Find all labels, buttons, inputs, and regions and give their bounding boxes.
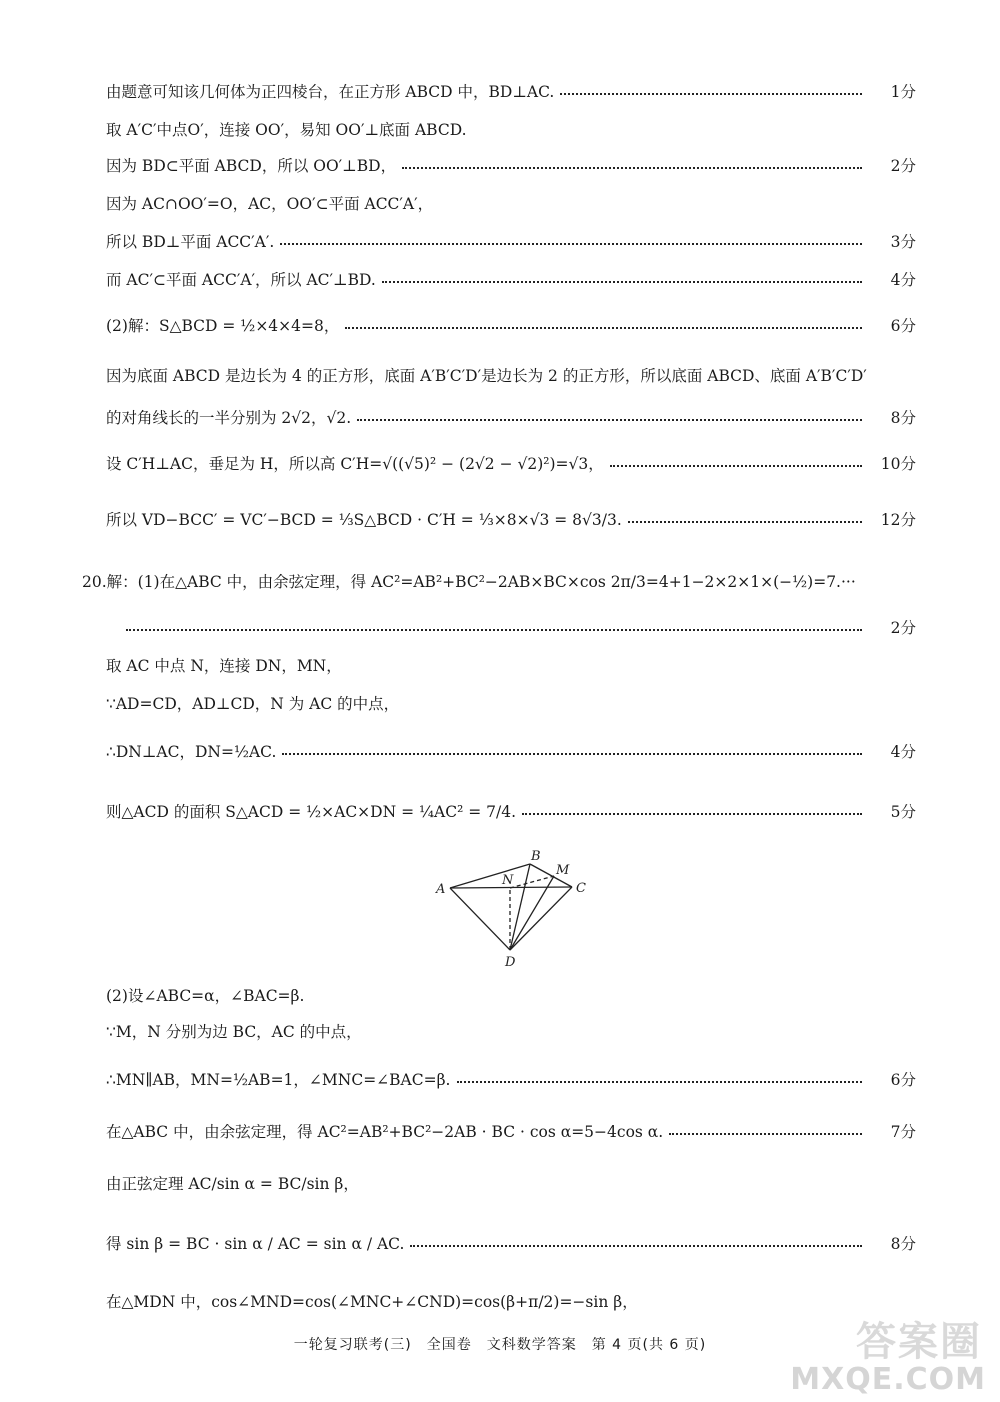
line-text: 在△MDN 中，cos∠MND=cos(∠MNC+∠CND)=cos(β+π/2)=−sin β， xyxy=(106,1293,638,1311)
solution-line-7 xyxy=(106,314,916,336)
label-M: M xyxy=(556,863,570,878)
line-text: ∵AD=CD，AD⊥CD，N 为 AC 的中点， xyxy=(106,695,400,713)
score-label: 8分 xyxy=(890,1235,916,1253)
score-label: 4分 xyxy=(890,271,916,289)
solution-line-24 xyxy=(106,1290,916,1312)
score-label: 2分 xyxy=(890,157,916,175)
line-text: ∴MN∥AB，MN=½AB=1，∠MNC=∠BAC=β. xyxy=(106,1071,451,1089)
label-N: N xyxy=(502,873,514,888)
dot-leader xyxy=(126,629,862,631)
score-label: 6分 xyxy=(890,317,916,335)
solution-line-17 xyxy=(106,800,916,822)
line-text: 设 C′H⊥AC，垂足为 H，所以高 C′H=√((√5)² − (2√2 − √2)²)=√3， xyxy=(106,455,604,473)
edge-AB xyxy=(450,864,530,888)
edge-AD xyxy=(450,888,510,950)
solution-line-4 xyxy=(106,192,916,214)
solution-line-18 xyxy=(106,984,916,1006)
line-text: 则△ACD 的面积 S△ACD = ½×AC×DN = ¼AC² = 7/4. xyxy=(106,803,517,821)
line-text: 20.解：(1)在△ABC 中，由余弦定理，得 AC²=AB²+BC²−2AB×BC×cos 2π/3=4+1−2×2×1×(−½)=7.··· xyxy=(82,573,856,591)
edge-CD xyxy=(510,887,572,950)
solution-line-16 xyxy=(106,740,916,762)
dot-leader xyxy=(410,1245,862,1247)
solution-line-12 xyxy=(82,570,916,592)
score-label: 7分 xyxy=(890,1123,916,1141)
dot-leader xyxy=(669,1133,862,1135)
dot-leader xyxy=(628,521,862,523)
score-label: 6分 xyxy=(890,1071,916,1089)
score-label: 8分 xyxy=(890,409,916,427)
score-label: 1分 xyxy=(890,83,916,101)
line-text: ∴DN⊥AC，DN=½AC. xyxy=(106,743,277,761)
dot-leader xyxy=(610,465,862,467)
solution-line-22 xyxy=(106,1172,916,1194)
solution-line-5 xyxy=(106,230,916,252)
line-text: 因为 AC∩OO′=O，AC，OO′⊂平面 ACC′A′， xyxy=(106,195,434,213)
score-label: 10分 xyxy=(880,455,916,473)
line-text: 的对角线长的一半分别为 2√2，√2. xyxy=(106,409,352,427)
watermark-url: MXQE.COM xyxy=(790,1362,986,1397)
dot-leader xyxy=(345,327,862,329)
solution-line-13 xyxy=(106,616,916,638)
line-text: 取 A′C′中点O′，连接 OO′，易知 OO′⊥底面 ABCD. xyxy=(106,121,467,139)
line-text: 得 sin β = BC · sin α / AC = sin α / AC. xyxy=(106,1235,405,1253)
solution-line-1 xyxy=(106,80,916,102)
line-text: 所以 VD−BCC′ = VC′−BCD = ⅓S△BCD · C′H = ⅓×8×√3 = 8√3/3. xyxy=(106,511,622,529)
line-text: (2)解：S△BCD = ½×4×4=8， xyxy=(106,317,340,335)
watermark-logo: 答案圈 xyxy=(856,1319,982,1365)
score-label: 4分 xyxy=(890,743,916,761)
line-text: 所以 BD⊥平面 ACC′A′. xyxy=(106,233,275,251)
solution-line-15 xyxy=(106,692,916,714)
solution-line-6 xyxy=(106,268,916,290)
dot-leader xyxy=(280,243,862,245)
solution-line-19 xyxy=(106,1020,916,1042)
solution-line-20 xyxy=(106,1068,916,1090)
line-text: (2)设∠ABC=α，∠BAC=β. xyxy=(106,987,305,1005)
label-B: B xyxy=(531,849,541,864)
line-text: ∵M，N 分别为边 BC，AC 的中点， xyxy=(106,1023,362,1041)
solution-line-23 xyxy=(106,1232,916,1254)
label-C: C xyxy=(576,881,586,896)
line-text: 而 AC′⊂平面 ACC′A′，所以 AC′⊥BD. xyxy=(106,271,376,289)
label-A: A xyxy=(436,882,446,897)
line-text: 在△ABC 中，由余弦定理，得 AC²=AB²+BC²−2AB · BC · cos α=5−4cos α. xyxy=(106,1123,664,1141)
solution-line-3 xyxy=(106,154,916,176)
dot-leader xyxy=(457,1081,863,1083)
score-label: 3分 xyxy=(890,233,916,251)
solution-line-2 xyxy=(106,118,916,140)
page-footer: 一轮复习联考(三) 全国卷 文科数学答案 第 4 页(共 6 页) xyxy=(293,1337,707,1353)
solution-line-21 xyxy=(106,1120,916,1142)
score-label: 2分 xyxy=(890,619,916,637)
dot-leader xyxy=(560,93,862,95)
solution-line-9 xyxy=(106,406,916,428)
dot-leader xyxy=(402,167,862,169)
line-text: 因为底面 ABCD 是边长为 4 的正方形，底面 A′B′C′D′是边长为 2 的正方形，所以底面 ABCD、底面 A′B′C′D′ xyxy=(106,367,867,385)
dot-leader xyxy=(522,813,862,815)
line-text: 因为 BD⊂平面 ABCD，所以 OO′⊥BD， xyxy=(106,157,397,175)
dot-leader xyxy=(382,281,862,283)
solution-line-11 xyxy=(106,508,916,530)
dot-leader xyxy=(282,753,862,755)
line-text: 由题意可知该几何体为正四棱台，在正方形 ABCD 中，BD⊥AC. xyxy=(106,83,555,101)
score-label: 5分 xyxy=(890,803,916,821)
solution-line-8 xyxy=(106,364,916,386)
geometry-figure xyxy=(420,842,600,972)
label-D: D xyxy=(505,955,516,970)
solution-line-10 xyxy=(106,452,916,474)
score-label: 12分 xyxy=(880,511,916,529)
line-text: 由正弦定理 AC/sin α = BC/sin β， xyxy=(106,1175,359,1193)
line-text: 取 AC 中点 N，连接 DN，MN， xyxy=(106,657,342,675)
solution-line-14 xyxy=(106,654,916,676)
dot-leader xyxy=(357,419,862,421)
